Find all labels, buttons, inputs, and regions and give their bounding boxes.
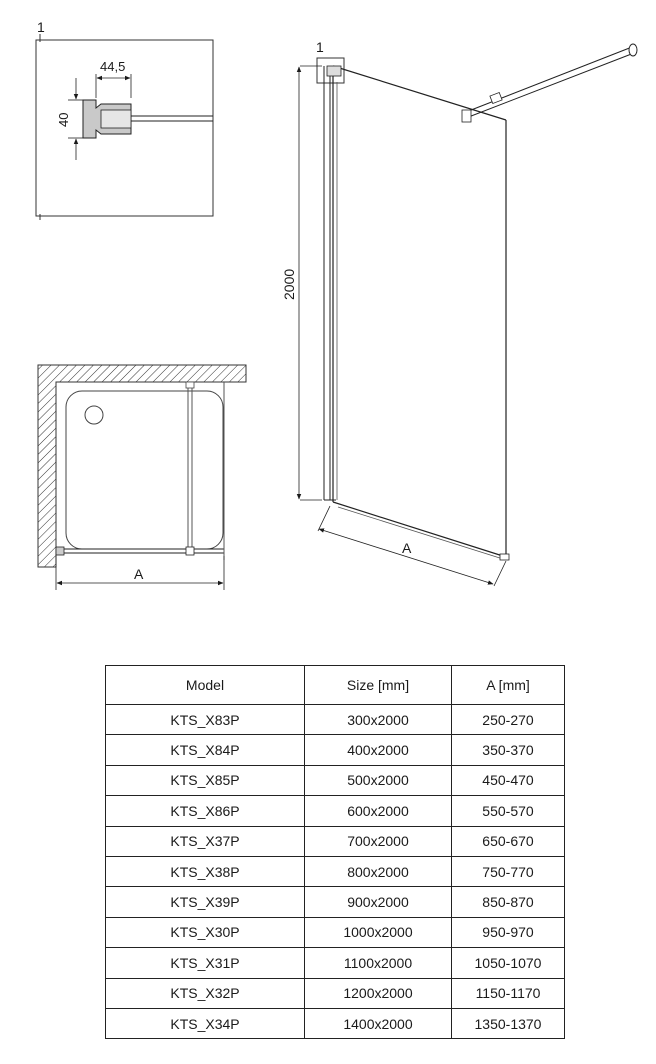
- drain-icon: [85, 406, 103, 424]
- table-row: [106, 735, 565, 765]
- detail-width-dimension: 44,5: [100, 59, 126, 74]
- plan-view: [38, 365, 246, 590]
- a-cell: 1350-1370: [452, 1008, 565, 1038]
- table-row: [106, 948, 565, 978]
- header-a: A [mm]: [452, 666, 565, 705]
- size-cell: 1100x2000: [305, 948, 452, 978]
- a-cell: 550-570: [452, 796, 565, 826]
- a-cell: 450-470: [452, 765, 565, 795]
- size-cell: 300x2000: [305, 705, 452, 735]
- a-cell: 650-670: [452, 826, 565, 856]
- wall-hatch: [38, 365, 246, 567]
- table-row: [106, 917, 565, 947]
- table-row: [106, 826, 565, 856]
- plan-width-label: A: [134, 566, 144, 582]
- model-cell: KTS_X39P: [106, 887, 305, 917]
- model-cell: KTS_X83P: [106, 705, 305, 735]
- table-row: [106, 887, 565, 917]
- table-row: [106, 796, 565, 826]
- model-cell: KTS_X38P: [106, 856, 305, 886]
- size-cell: 700x2000: [305, 826, 452, 856]
- size-cell: 1200x2000: [305, 978, 452, 1008]
- detail-height-dimension: 40: [56, 112, 71, 127]
- size-cell: 400x2000: [305, 735, 452, 765]
- spec-table: [105, 665, 565, 1039]
- elevation-callout-label: 1: [316, 39, 324, 55]
- table-row: [106, 1008, 565, 1038]
- a-cell: 350-370: [452, 735, 565, 765]
- table-row: [106, 856, 565, 886]
- a-cell: 250-270: [452, 705, 565, 735]
- a-cell: 1050-1070: [452, 948, 565, 978]
- model-cell: KTS_X32P: [106, 978, 305, 1008]
- a-cell: 950-970: [452, 917, 565, 947]
- model-cell: KTS_X37P: [106, 826, 305, 856]
- shower-tray: [66, 391, 223, 549]
- size-cell: 500x2000: [305, 765, 452, 795]
- size-cell: 600x2000: [305, 796, 452, 826]
- model-cell: KTS_X85P: [106, 765, 305, 795]
- size-cell: 900x2000: [305, 887, 452, 917]
- model-cell: KTS_X30P: [106, 917, 305, 947]
- model-cell: KTS_X86P: [106, 796, 305, 826]
- a-cell: 850-870: [452, 887, 565, 917]
- model-cell: KTS_X84P: [106, 735, 305, 765]
- elevation-view: [281, 39, 637, 586]
- elevation-height-label: 2000: [281, 268, 297, 300]
- table-row: [106, 978, 565, 1008]
- size-cell: 1400x2000: [305, 1008, 452, 1038]
- a-cell: 1150-1170: [452, 978, 565, 1008]
- a-cell: 750-770: [452, 856, 565, 886]
- elevation-width-label: A: [402, 540, 412, 556]
- model-cell: KTS_X31P: [106, 948, 305, 978]
- header-model: Model: [106, 666, 305, 705]
- table-row: [106, 765, 565, 795]
- size-cell: 1000x2000: [305, 917, 452, 947]
- table-header-row: [106, 666, 565, 705]
- detail-callout-label: 1: [37, 19, 45, 35]
- table-row: [106, 705, 565, 735]
- detail-view: [36, 19, 213, 220]
- model-cell: KTS_X34P: [106, 1008, 305, 1038]
- size-cell: 800x2000: [305, 856, 452, 886]
- header-size: Size [mm]: [305, 666, 452, 705]
